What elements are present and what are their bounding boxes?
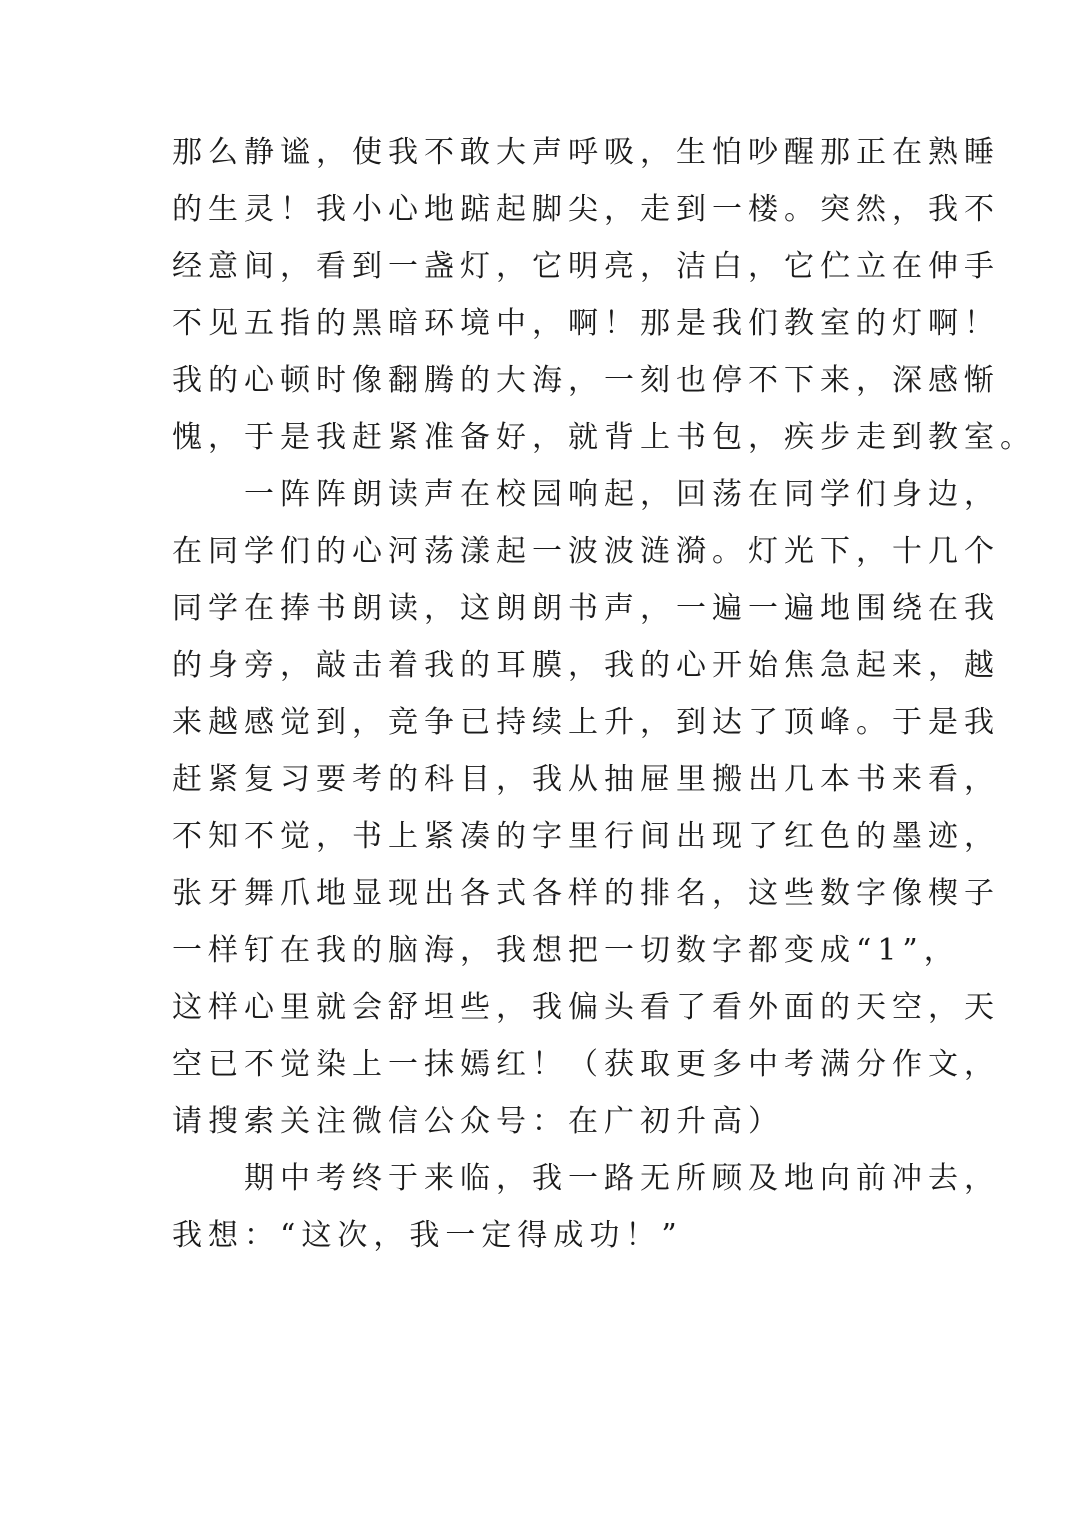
text-line: 一阵阵朗读声在校园响起，回荡在同学们身边， (172, 477, 1000, 512)
text-line: 经意间，看到一盏灯，它明亮，洁白，它伫立在伸手 (172, 249, 1000, 284)
text-line: 这样心里就会舒坦些，我偏头看了看外面的天空，天 (172, 990, 1000, 1025)
text-line: 我想：“这次，我一定得成功！” (172, 1218, 683, 1253)
text-line: 我的心顿时像翻腾的大海，一刻也停不下来，深感惭 (172, 363, 1000, 398)
text-line: 的生灵！我小心地踮起脚尖，走到一楼。突然，我不 (172, 192, 1000, 227)
text-line: 的身旁，敲击着我的耳膜，我的心开始焦急起来，越 (172, 648, 1000, 683)
text-line: 愧，于是我赶紧准备好，就背上书包，疾步走到教室。 (172, 420, 1036, 455)
text-line: 张牙舞爪地显现出各式各样的排名，这些数字像楔子 (172, 876, 1000, 911)
essay-text (172, 124, 1036, 1264)
text-line: 空已不觉染上一抹嫣红！（获取更多中考满分作文， (172, 1047, 1000, 1082)
text-line: 那么静谧，使我不敢大声呼吸，生怕吵醒那正在熟睡 (172, 135, 1000, 170)
text-line: 一样钉在我的脑海，我想把一切数字都变成“1”， (172, 933, 960, 968)
text-line: 期中考终于来临，我一路无所顾及地向前冲去， (172, 1161, 1000, 1196)
text-line: 同学在捧书朗读，这朗朗书声，一遍一遍地围绕在我 (172, 591, 1000, 626)
text-line: 赶紧复习要考的科目，我从抽屉里搬出几本书来看， (172, 762, 1000, 797)
text-line: 不知不觉，书上紧凑的字里行间出现了红色的墨迹， (172, 819, 1000, 854)
text-line: 来越感觉到，竞争已持续上升，到达了顶峰。于是我 (172, 705, 1000, 740)
text-line: 不见五指的黑暗环境中，啊！那是我们教室的灯啊！ (172, 306, 1000, 341)
text-line: 请搜索关注微信公众号：在广初升高） (172, 1104, 784, 1139)
text-line: 在同学们的心河荡漾起一波波涟漪。灯光下，十几个 (172, 534, 1000, 569)
